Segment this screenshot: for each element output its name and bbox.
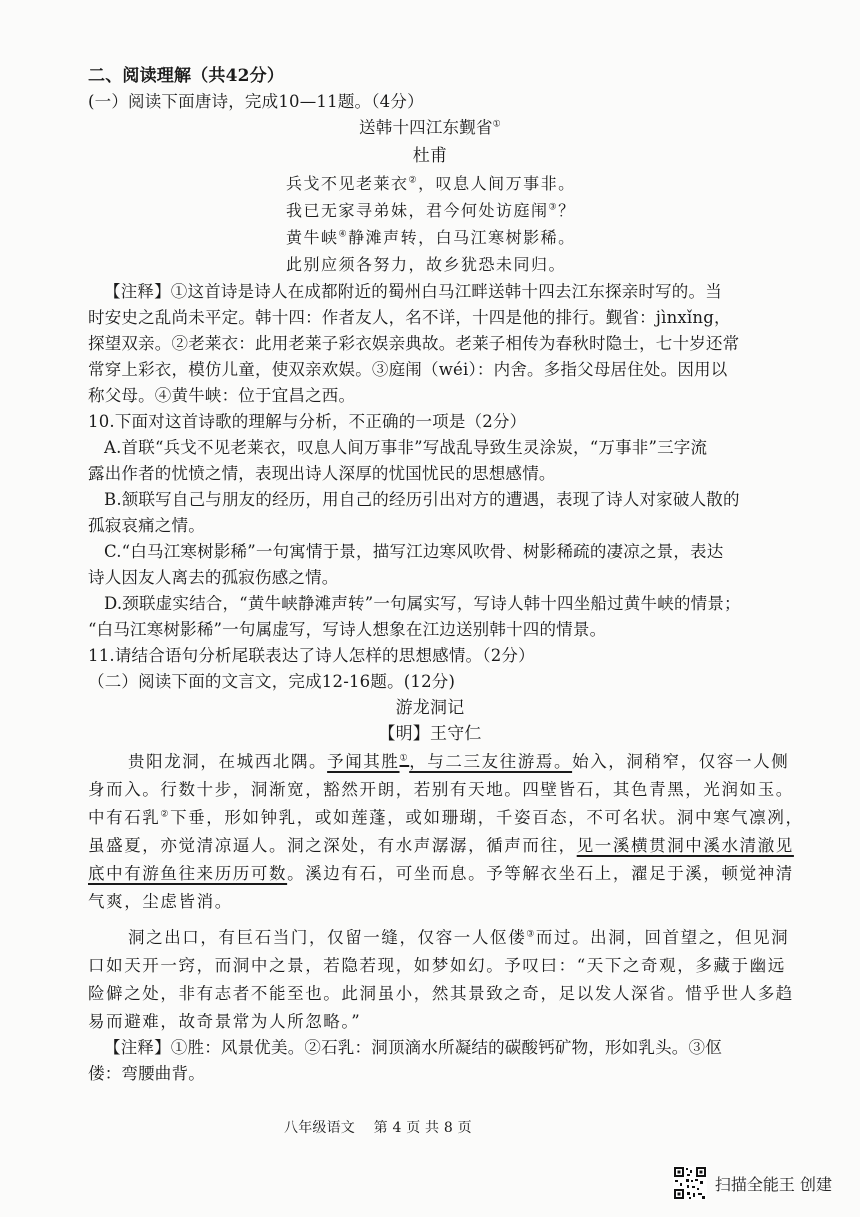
q10-option-d: D.颈联虚实结合，“黄牛峡静滩声转”一句属实写，写诗人韩十四坐船过黄牛峡的情景； xyxy=(104,594,741,613)
poem-author: 杜甫 xyxy=(412,146,448,166)
underlined-sentence: 底中有游鱼往来历历可数 xyxy=(88,864,288,883)
part1-intro: (一）阅读下面唐诗，完成10—11题。（4分） xyxy=(88,92,424,111)
underlined-sentence: 予闻其胜 xyxy=(327,752,400,771)
prose-line: 虽盛夏，亦觉清凉逼人。洞之深处，有水声潺潺，循声而往，见一溪横贯洞中溪水清澈见 xyxy=(88,836,794,855)
scanner-watermark xyxy=(673,1166,832,1200)
scanner-stamp-text: 扫描全能王 创建 xyxy=(714,1174,832,1194)
prose-author: 【明】王守仁 xyxy=(378,724,482,744)
prose-notes-line: 【注释】①胜：风景优美。②石乳：洞顶滴水所凝结的碳酸钙矿物，形如乳头。③伛 xyxy=(104,1038,722,1057)
prose-line: 底中有游鱼往来历历可数。溪边有石，可坐而息。予等解衣坐石上，濯足于溪，顿觉神清 xyxy=(88,864,794,883)
poem-notes-line: 常穿上彩衣，模仿儿童，使双亲欢娱。③庭闱（wéi）：内舍。多指父母居住处。因用以 xyxy=(88,360,728,379)
q10-option-a-cont: 露出作者的忧愤之情，表现出诗人深厚的忧国忧民的思想感情。 xyxy=(88,464,556,483)
prose-line: 气爽，尘虑皆消。 xyxy=(88,892,233,911)
poem-line: 兵戈不见老莱衣②，叹息人间万事非。 xyxy=(286,174,576,193)
poem-title: 送韩十四江东觐省① xyxy=(359,118,501,137)
poem-line: 我已无家寻弟妹，君今何处访庭闱③？ xyxy=(286,201,576,220)
q10-option-c-cont: 诗人因友人离去的孤寂伤感之情。 xyxy=(88,568,339,587)
q10-option-b-cont: 孤寂哀痛之情。 xyxy=(88,516,205,535)
q10-option-c: C.“白马江寒树影稀”一句寓情于景，描写江边寒风吹骨、树影稀疏的凄凉之景，表达 xyxy=(104,542,724,561)
q10-option-b: B.颔联写自己与朋友的经历，用自己的经历引出对方的遭遇，表现了诗人对家破人散的 xyxy=(104,490,740,509)
poem-line: 黄牛峡④静滩声转，白马江寒树影稀。 xyxy=(286,228,576,247)
q10-option-a: A.首联“兵戈不见老莱衣，叹息人间万事非”写战乱导致生灵涂炭，“万事非”三字流 xyxy=(104,438,708,457)
page-footer: 八年级语文 第 4 页 共 8 页 xyxy=(284,1120,472,1136)
prose-line: 易而避难，故奇景常为人所忽略。” xyxy=(88,1012,362,1031)
poem-notes-line: 时安史之乱尚未平定。韩十四：作者友人，名不详，十四是他的排行。觐省：jìnxǐng， xyxy=(88,308,731,327)
question-10-stem: 10.下面对这首诗歌的理解与分析，不正确的一项是（2分） xyxy=(88,412,527,431)
underlined-sentence: 见一溪横贯洞中溪水清澈见 xyxy=(576,836,794,855)
part2-intro: （二）阅读下面的文言文，完成12-16题。(12分) xyxy=(88,672,456,691)
prose-line: 贵阳龙洞，在城西北隅。予闻其胜①，与二三友往游焉。始入，洞稍窄，仅容一人侧 xyxy=(128,752,790,771)
prose-line: 中有石乳②下垂，形如钟乳，或如莲蓬，或如珊瑚，千姿百态，不可名状。洞中寒气凛冽， xyxy=(88,808,804,827)
prose-line: 洞之出口，有巨石当门，仅留一缝，仅容一人伛偻③而过。出洞，回首望之，但见洞 xyxy=(128,928,790,947)
qr-code-icon xyxy=(673,1166,707,1200)
prose-line: 险僻之处，非有志者不能至也。此洞虽小，然其景致之奇，足以发人深省。惜乎世人多趋 xyxy=(88,984,794,1003)
q10-option-d-cont: “白马江寒树影稀”一句属虚写，写诗人想象在江边送别韩十四的情景。 xyxy=(88,620,607,639)
poem-notes-line: 称父母。④黄牛峡：位于宜昌之西。 xyxy=(88,386,356,405)
poem-notes-line: 探望双亲。②老莱衣：此用老莱子彩衣娱亲典故。老莱子相传为春秋时隐士，七十岁还常 xyxy=(88,334,740,353)
prose-notes-line: 偻：弯腰曲背。 xyxy=(88,1064,205,1083)
poem-line: 此别应须各努力，故乡犹恐未同归。 xyxy=(286,255,567,274)
poem-notes-line: 【注释】①这首诗是诗人在成都附近的蜀州白马江畔送韩十四去江东探亲时写的。当 xyxy=(104,282,722,301)
prose-title: 游龙洞记 xyxy=(395,698,465,718)
section-title: 二、阅读理解（共42分） xyxy=(88,66,285,86)
prose-line: 身而入。行数十步，洞渐宽，豁然开朗，若别有天地。四壁皆石，其色青黑，光润如玉。 xyxy=(88,780,794,799)
question-11: 11.请结合语句分析尾联表达了诗人怎样的思想感情。（2分） xyxy=(88,646,535,665)
prose-line: 口如天开一窍，而洞中之景，若隐若现，如梦如幻。予叹曰：“天下之奇观，多藏于幽远 xyxy=(88,956,786,975)
